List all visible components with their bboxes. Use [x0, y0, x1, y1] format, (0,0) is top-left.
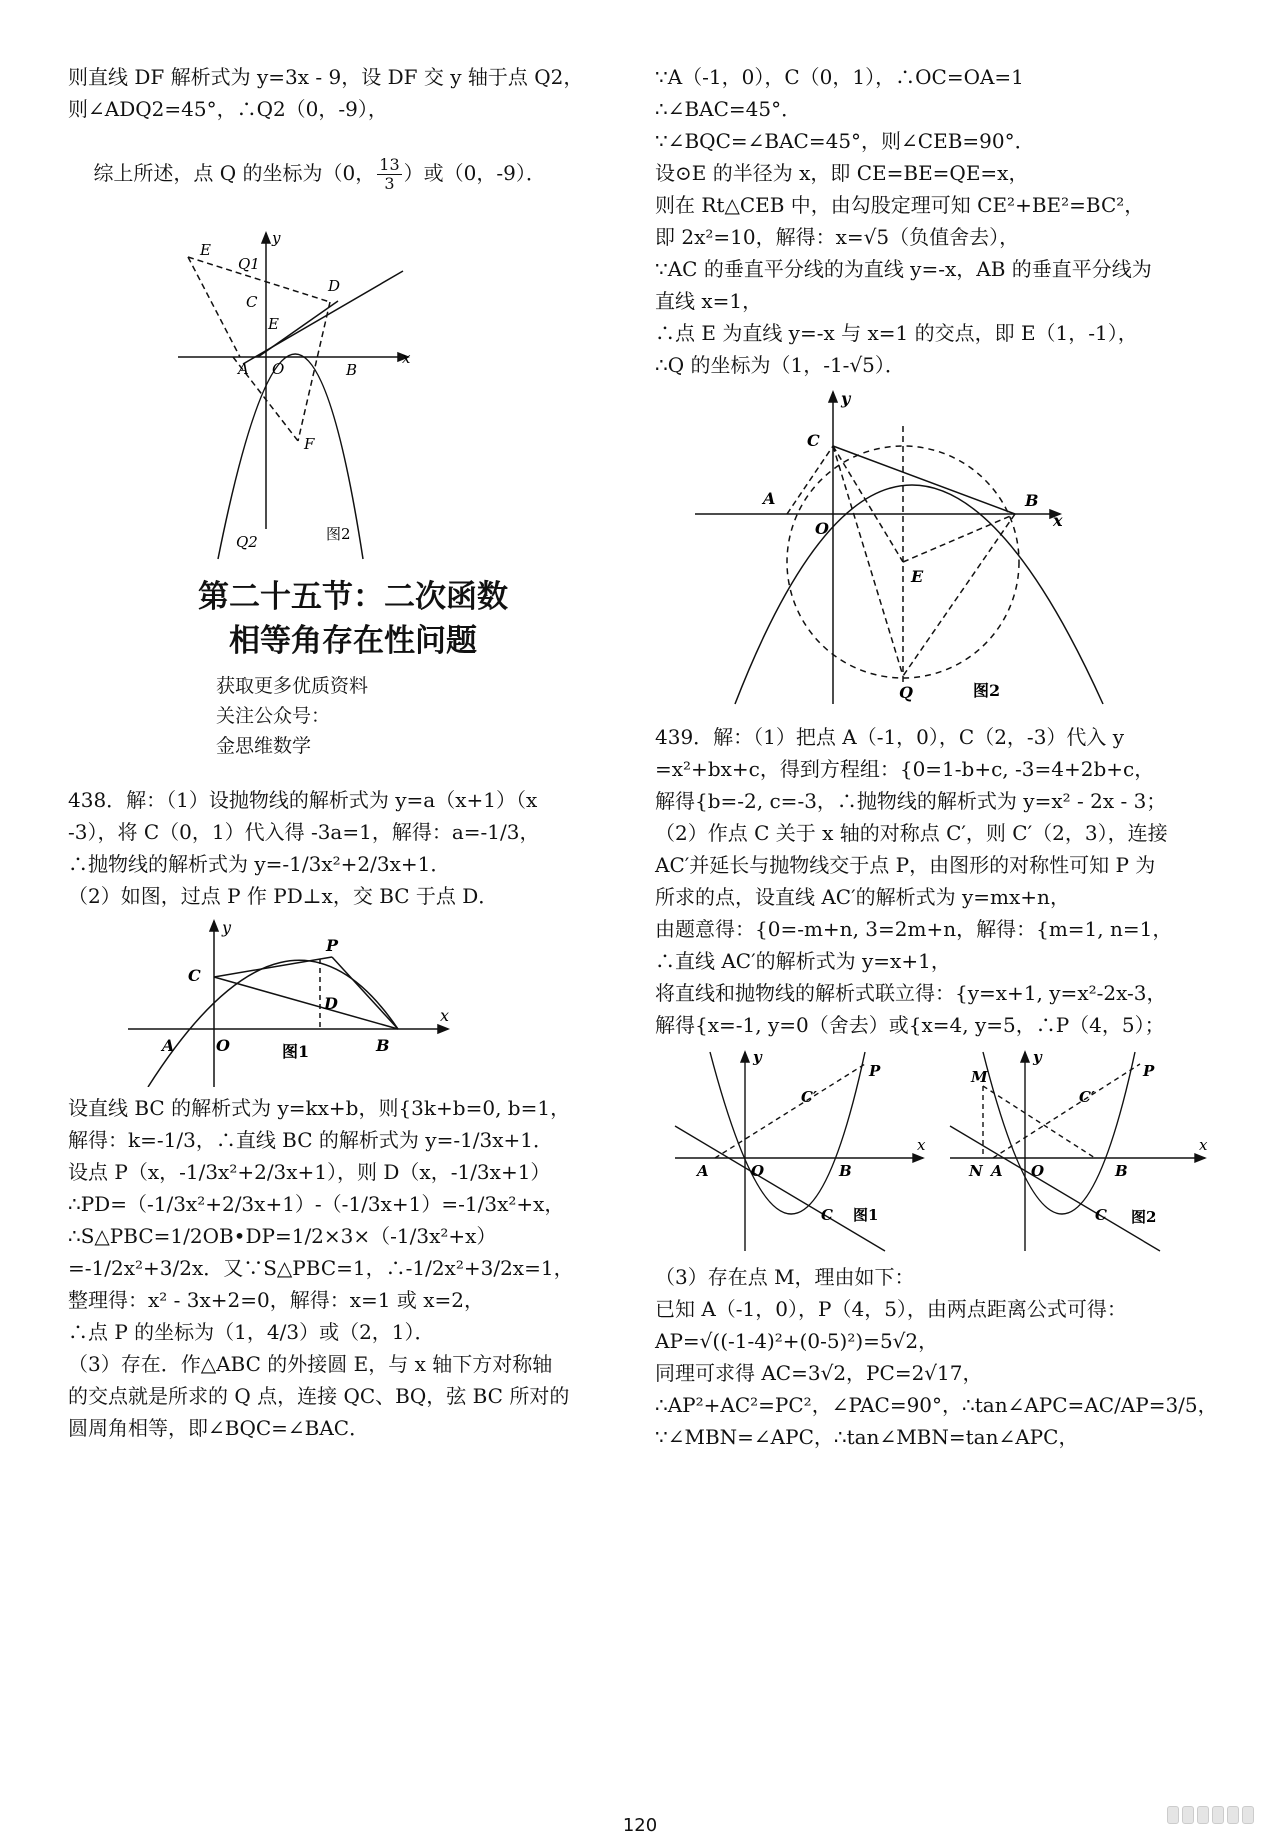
promo-line: 关注公众号： [216, 705, 331, 727]
text-line: ∴S△PBC=1/2OB•DP=1/2×3×（-1/3x²+x） [68, 1224, 497, 1248]
fig-label: A [763, 489, 776, 508]
text-line: 则直线 DF 解析式为 y=3x - 9，设 DF 交 y 轴于点 Q2， [68, 65, 584, 89]
text-line: ∴直线 AC′的解析式为 y=x+1， [655, 949, 951, 973]
fig-label: O [272, 360, 285, 378]
text-line: 所求的点，设直线 AC′的解析式为 y=mx+n， [655, 885, 1070, 909]
fig-label: E [911, 567, 924, 586]
fig-label: A [238, 360, 249, 378]
fig-label: P [326, 936, 339, 955]
fig-label: x [402, 349, 411, 367]
figure-439-pair [655, 1046, 1245, 1256]
fig-label: M [971, 1068, 988, 1086]
text-line: 设⊙E 的半径为 x，即 CE=BE=QE=x， [655, 161, 1029, 185]
fig-label: y [1033, 1048, 1042, 1066]
text-line: 解得{x=-1, y=0（舍去）或{x=4, y=5，∴P（4，5）； [655, 1013, 1165, 1037]
section-title: 第二十五节：二次函数 [198, 579, 508, 615]
text-line: ∴抛物线的解析式为 y=-1/3x²+2/3x+1． [68, 852, 451, 876]
fig-label: O [751, 1162, 765, 1180]
fraction: $\frac{13}{3}$ [379, 155, 400, 193]
section-title: 相等角存在性问题 [229, 623, 477, 659]
scroll-indicator-icon [1167, 1806, 1254, 1824]
text-line: 则∠ADQ2=45°，∴Q2（0，-9）， [68, 97, 388, 121]
fig-label: A [991, 1162, 1003, 1180]
right-column [655, 62, 1245, 1454]
fig-label: F [304, 435, 315, 453]
figure-top-left [68, 229, 638, 569]
fig-label: x [1053, 511, 1063, 530]
text-line: 由题意得：{0=-m+n, 3=2m+n，解得：{m=1, n=1， [655, 917, 1173, 941]
fig-label: x [917, 1136, 926, 1154]
text-line: ∵∠BQC=∠BAC=45°，则∠CEB=90°． [655, 129, 1035, 153]
fig-label: D [324, 994, 338, 1013]
fig-label: A [162, 1036, 175, 1055]
text-line: ∴点 E 为直线 y=-x 与 x=1 的交点，即 E（1，-1）， [655, 321, 1138, 345]
text-line: AC′并延长与抛物线交于点 P，由图形的对称性可知 P 为 [655, 853, 1156, 877]
fig-caption: 图1 [282, 1042, 310, 1061]
text-line: （2）作点 C 关于 x 轴的对称点 C′，则 C′（2，3），连接 [655, 821, 1168, 845]
text-line: 直线 x=1， [655, 289, 763, 313]
fig-caption: 图2 [326, 525, 351, 543]
fig-label: B [1115, 1162, 1128, 1180]
text-line: 圆周角相等，即∠BQC=∠BAC． [68, 1416, 370, 1440]
fig-label: D [328, 277, 341, 295]
text-line: =-1/2x²+3/2x．又∵S△PBC=1，∴-1/2x²+3/2x=1， [68, 1256, 574, 1280]
text-line: 同理可求得 AC=3√2，PC=2√17， [655, 1361, 983, 1385]
text-line: 438．解：（1）设抛物线的解析式为 y=a（x+1）（x [68, 788, 538, 812]
fig-label: Q [899, 683, 913, 702]
text-line: ∵∠MBN=∠APC，∴tan∠MBN=tan∠APC， [655, 1425, 1079, 1449]
fig-label: C′ [1079, 1088, 1095, 1106]
text-line: 已知 A（-1，0），P（4，5），由两点距离公式可得： [655, 1297, 1127, 1321]
fig-label: y [753, 1048, 762, 1066]
fig-label: C [807, 431, 820, 450]
fig-label: Q1 [238, 255, 260, 273]
text-line: 则在 Rt△CEB 中，由勾股定理可知 CE²+BE²=BC²， [655, 193, 1145, 217]
fig-label: B [1025, 491, 1039, 510]
fig-label: O [815, 519, 829, 538]
fig-label: C [1095, 1206, 1107, 1224]
text-line: （2）如图，过点 P 作 PD⊥x，交 BC 于点 D． [68, 884, 499, 908]
text-line: 整理得：x² - 3x+2=0，解得：x=1 或 x=2， [68, 1288, 484, 1312]
fig-label: O [1031, 1162, 1045, 1180]
fig-caption: 图2 [1131, 1208, 1157, 1226]
text-line: 设直线 BC 的解析式为 y=kx+b，则{3k+b=0, b=1， [68, 1096, 571, 1120]
text-line: 即 2x²=10，解得：x=√5（负值舍去）， [655, 225, 1020, 249]
text-line: 综上所述，点 Q 的坐标为（0， $\frac{13}{3}$ ）或（0，-9）． [93, 155, 546, 193]
fig-label: C [246, 293, 258, 311]
text-line: 设点 P（x，-1/3x²+2/3x+1），则 D（x，-1/3x+1） [68, 1160, 551, 1184]
fig-label: C′ [801, 1088, 817, 1106]
text-line: 439．解：（1）把点 A（-1，0），C（2，-3）代入 y [655, 725, 1125, 749]
text-line: ∴AP²+AC²=PC²，∠PAC=90°，∴tan∠APC=AC/AP=3/5， [655, 1393, 1218, 1417]
promo-line: 金思维数学 [216, 735, 312, 757]
fig-caption: 图2 [973, 681, 1001, 700]
text-line: ∵AC 的垂直平分线的为直线 y=-x，AB 的垂直平分线为 [655, 257, 1152, 281]
text-line: 解得{b=-2, c=-3，∴抛物线的解析式为 y=x² - 2x - 3； [655, 789, 1167, 813]
fig-caption: 图1 [853, 1206, 879, 1224]
fig-label: B [839, 1162, 852, 1180]
text-line: -3），将 C（0，1）代入得 -3a=1，解得：a=-1/3， [68, 820, 540, 844]
fig-label: x [440, 1006, 450, 1025]
left-column [68, 62, 638, 1445]
fig-label: B [346, 361, 358, 379]
text-line: 的交点就是所求的 Q 点，连接 QC、BQ，弦 BC 所对的 [68, 1384, 570, 1408]
text-line: ∴Q 的坐标为（1，-1-√5）． [655, 353, 905, 377]
text-line: ∴∠BAC=45°． [655, 97, 802, 121]
fig-label: E [200, 241, 211, 259]
fig-label: C [821, 1206, 833, 1224]
figure-438-circle [655, 386, 1245, 706]
fig-label: P [1143, 1062, 1155, 1080]
text-line: =x²+bx+c，得到方程组：{0=1-b+c, -3=4+2b+c， [655, 757, 1155, 781]
text-line: AP=√((-1-4)²+(0-5)²)=5√2， [655, 1329, 939, 1353]
promo-line: 获取更多优质资料 [216, 675, 369, 697]
text-line: ∴PD=（-1/3x²+2/3x+1）-（-1/3x+1）=-1/3x²+x， [68, 1192, 565, 1216]
fig-label: O [216, 1036, 230, 1055]
text-line: ∵A（-1，0），C（0，1），∴OC=OA=1 [655, 65, 1024, 89]
fig-label: C [188, 966, 201, 985]
fig-label: B [376, 1036, 390, 1055]
fig-label: y [222, 918, 232, 937]
text-line: 将直线和抛物线的解析式联立得：{y=x+1, y=x²-2x-3， [655, 981, 1167, 1005]
fig-label: y [272, 229, 281, 247]
fig-label: Q2 [236, 533, 258, 551]
fig-label: x [1199, 1136, 1208, 1154]
text-line: ∴点 P 的坐标为（1，4/3）或（2，1）． [68, 1320, 435, 1344]
text-line: 解得：k=-1/3，∴直线 BC 的解析式为 y=-1/3x+1． [68, 1128, 554, 1152]
fig-label: E [268, 315, 279, 333]
text-line: （3）存在．作△ABC 的外接圆 E，与 x 轴下方对称轴 [68, 1352, 553, 1376]
fig-label: A [697, 1162, 709, 1180]
page-number: 120 [622, 1815, 658, 1836]
fig-label: N [969, 1162, 983, 1180]
fig-label: P [869, 1062, 881, 1080]
figure-438-1 [68, 917, 638, 1087]
fig-label: y [841, 389, 851, 408]
text-line: （3）存在点 M，理由如下： [655, 1265, 915, 1289]
